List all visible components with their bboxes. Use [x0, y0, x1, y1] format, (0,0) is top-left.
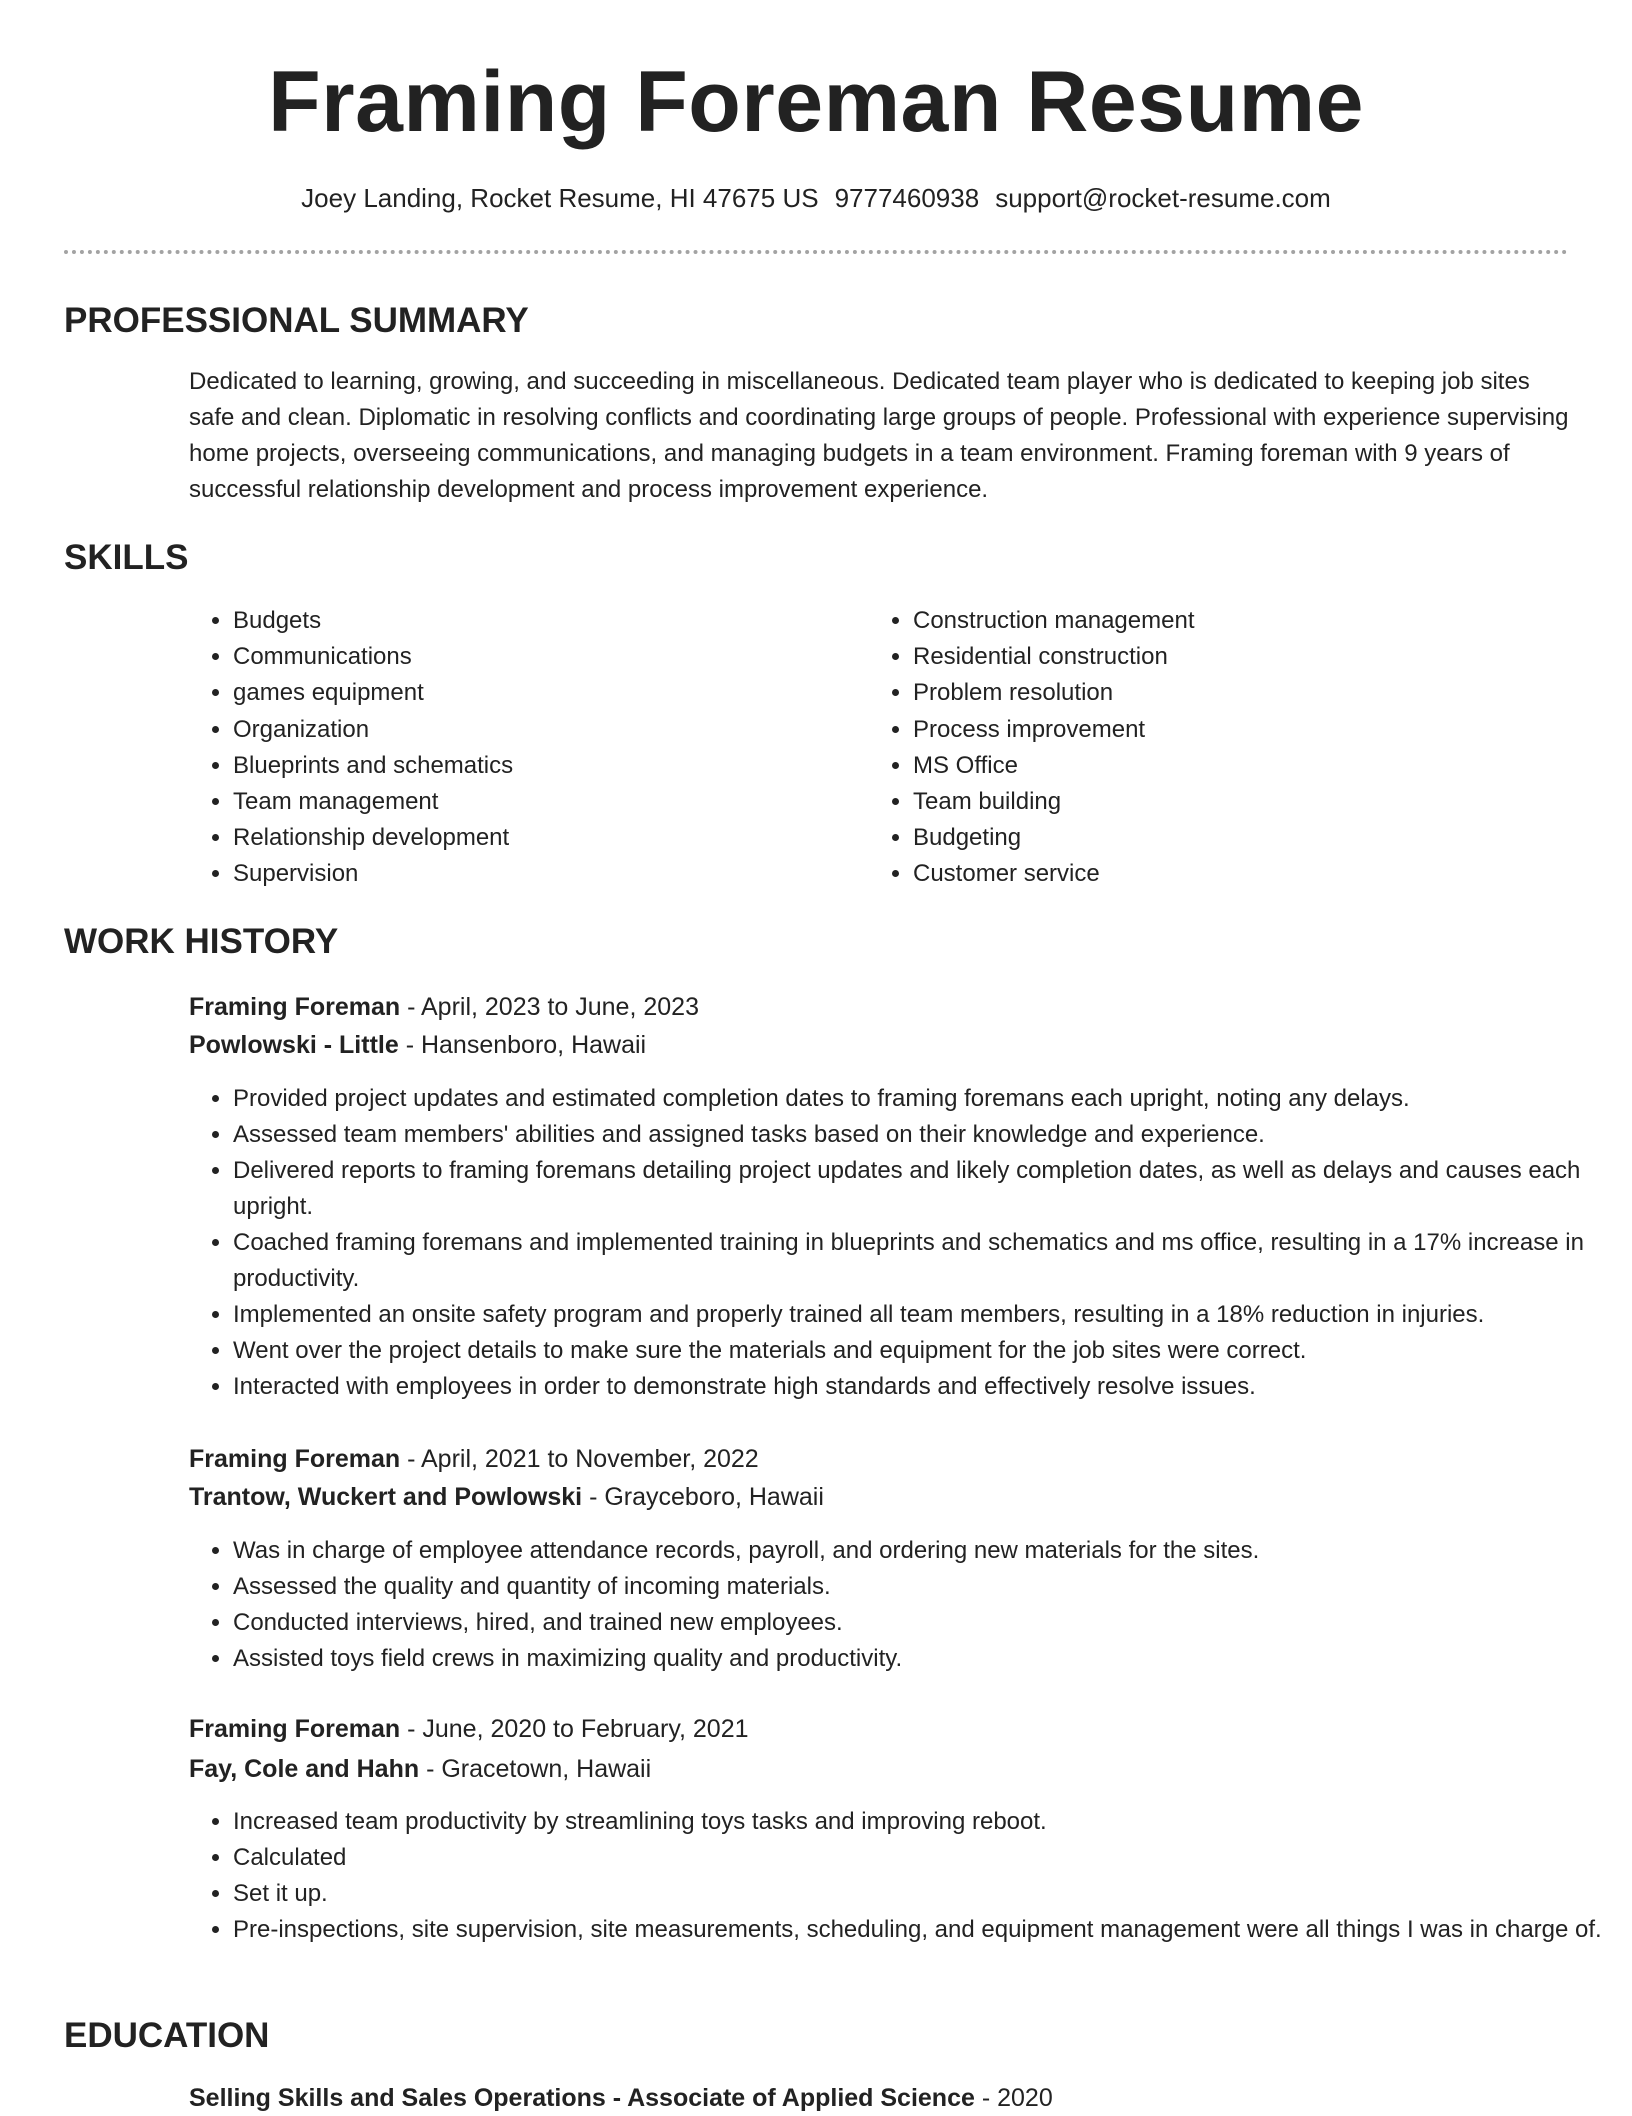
job-company-line [189, 1751, 651, 1787]
job-duty: • Assessed the quality and quantity of incoming materials. [233, 1569, 1613, 1605]
job-title: Framing Foreman [189, 1445, 401, 1473]
job-duty: • Pre-inspections, site supervision, site measurements, scheduling, and equipment management were all things I was in charge of. [233, 1912, 1613, 1948]
education-line [189, 2080, 1053, 2116]
job-duty: • Went over the project details to make sure the materials and equipment for the job sites were correct. [233, 1333, 1613, 1369]
job-dates: - April, 2023 to June, 2023 [400, 993, 699, 1021]
skill-item: • Supervision [233, 856, 853, 892]
skill-item: • games equipment [233, 675, 853, 711]
education-degree: Selling Skills and Sales Operations - Associate of Applied Science [189, 2084, 975, 2112]
job-duty: • Delivered reports to framing foremans detailing project updates and likely completion dates, as well as delays and causes each upright. [233, 1153, 1613, 1225]
job-duty: • Assisted toys field crews in maximizing quality and productivity. [233, 1641, 1613, 1677]
job-title: Framing Foreman [189, 1715, 401, 1743]
skill-item: • Customer service [913, 856, 1553, 892]
contact-phone: 9777460938 [834, 183, 980, 213]
job-company-line [189, 1479, 824, 1515]
skill-item: • Process improvement [913, 712, 1553, 748]
skill-item: • MS Office [913, 748, 1553, 784]
job-duty: • Increased team productivity by streamlining toys tasks and improving reboot. [233, 1804, 1613, 1840]
summary-text: Dedicated to learning, growing, and succeeding in miscellaneous. Dedicated team player who is dedicated to keeping job sites safe and clean. Diplomatic in resolving conflicts and coordinating large groups of people. Professional with experience supervising home projects, overseeing communications, and managing budgets in a team environment. Framing foreman with 9 years of successful relationship development and process improvement experience. [189, 368, 1569, 503]
job-dates: - June, 2020 to February, 2021 [400, 1715, 749, 1743]
skill-item: • Budgeting [913, 820, 1553, 856]
skill-item: • Relationship development [233, 820, 853, 856]
job-company-line [189, 1027, 646, 1063]
skill-item: • Problem resolution [913, 675, 1553, 711]
skills-heading: SKILLS [64, 538, 189, 577]
job-duty: • Set it up. [233, 1876, 1613, 1912]
job-title-line [189, 989, 699, 1025]
skill-item: • Budgets [233, 603, 853, 639]
summary-heading: PROFESSIONAL SUMMARY [64, 301, 529, 340]
skill-item: • Communications [233, 639, 853, 675]
contact-address: Joey Landing, Rocket Resume, HI 47675 US [301, 183, 819, 213]
skills-list-right [869, 603, 1553, 893]
skill-item: • Organization [233, 712, 853, 748]
job-location: - Grayceboro, Hawaii [582, 1483, 824, 1511]
skill-item: • Construction management [913, 603, 1553, 639]
job-company: Fay, Cole and Hahn [189, 1755, 420, 1783]
job-location: - Hansenboro, Hawaii [398, 1031, 647, 1059]
job-duty: • Was in charge of employee attendance records, payroll, and ordering new materials for the sites. [233, 1533, 1613, 1569]
contact-line [0, 180, 1632, 216]
job-duty: • Calculated [233, 1840, 1613, 1876]
education-year: - 2020 [974, 2084, 1053, 2112]
skill-item: • Residential construction [913, 639, 1553, 675]
job-title-line [189, 1441, 759, 1477]
job-duty: • Provided project updates and estimated completion dates to framing foremans each upright, noting any delays. [233, 1081, 1613, 1117]
job-company: Powlowski - Little [189, 1031, 399, 1059]
job-title: Framing Foreman [189, 993, 401, 1021]
skill-item: • Team management [233, 784, 853, 820]
job-duty: • Conducted interviews, hired, and trained new employees. [233, 1605, 1613, 1641]
job-location: - Gracetown, Hawaii [419, 1755, 652, 1783]
job-duty: • Interacted with employees in order to demonstrate high standards and effectively resolve issues. [233, 1369, 1613, 1405]
job-title-line [189, 1711, 749, 1747]
job-duty: • Assessed team members' abilities and assigned tasks based on their knowledge and experience. [233, 1117, 1613, 1153]
work-history-heading: WORK HISTORY [64, 922, 339, 961]
job-duties-list [189, 1533, 1613, 1677]
job-duties-list [189, 1081, 1613, 1405]
job-dates: - April, 2021 to November, 2022 [400, 1445, 759, 1473]
header-divider [64, 250, 1568, 254]
skill-item: • Team building [913, 784, 1553, 820]
skill-item: • Blueprints and schematics [233, 748, 853, 784]
job-duties-list [189, 1804, 1613, 1948]
contact-email: support@rocket-resume.com [995, 183, 1331, 213]
resume-title: Framing Foreman Resume [268, 54, 1364, 150]
job-duty: • Implemented an onsite safety program and properly trained all team members, resulting in a 18% reduction in injuries. [233, 1297, 1613, 1333]
job-duty: • Coached framing foremans and implemented training in blueprints and schematics and ms office, resulting in a 17% increase in productivity. [233, 1225, 1613, 1297]
skills-list-left [189, 603, 853, 893]
education-heading: EDUCATION [64, 2016, 270, 2055]
job-company: Trantow, Wuckert and Powlowski [189, 1483, 583, 1511]
